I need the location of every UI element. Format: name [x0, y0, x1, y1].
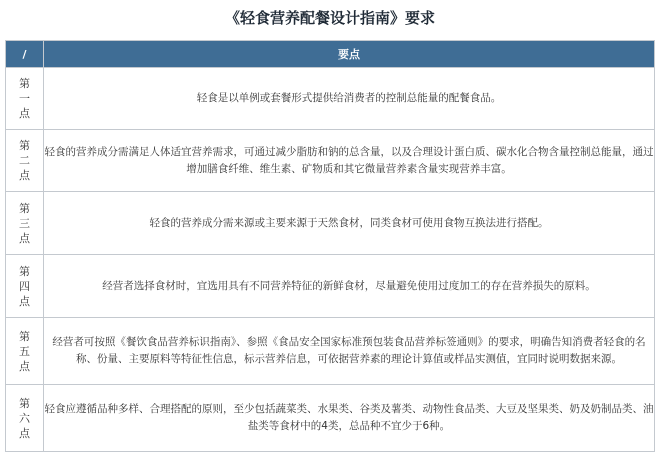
row-number: [6, 192, 44, 255]
row-number: [6, 130, 44, 192]
row-text: 轻食应遵循品种多样、合理搭配的原则，至少包括蔬菜类、水果类、谷类及薯类、动物性食品类、大豆及坚果类、奶及奶制品类、油盐类等食材中的4类，总品种不宜少于6种。: [44, 385, 655, 452]
table-header-row: [6, 41, 655, 68]
row-number-char: 第: [19, 77, 30, 90]
row-number-char: 五: [19, 344, 30, 358]
row-number: [6, 255, 44, 318]
row-text: 轻食是以单例或套餐形式提供给消费者的控制总能量的配餐食品。: [44, 68, 655, 130]
table-row: [6, 192, 655, 255]
row-number-char: 二: [19, 154, 30, 167]
requirements-table: [5, 40, 655, 452]
row-text: 轻食的营养成分需满足人体适宜营养需求，可通过减少脂肪和钠的总含量，以及合理设计蛋白质、碳水化合物含量控制总能量，通过增加膳食纤维、维生素、矿物质和其它微量营养素含量实现营养丰富。: [44, 130, 655, 192]
row-number-char: 三: [19, 216, 30, 230]
row-number-char: 点: [19, 231, 30, 245]
table-row: [6, 255, 655, 318]
table-row: [6, 68, 655, 130]
table-row: [6, 130, 655, 192]
row-number-char: 第: [19, 264, 30, 278]
header-index: /: [6, 41, 44, 68]
row-number-char: 点: [19, 359, 30, 373]
row-number-char: 四: [19, 279, 30, 293]
row-number-char: 六: [19, 411, 30, 425]
page-title: 《轻食营养配餐设计指南》要求: [224, 9, 435, 27]
row-number-char: 第: [19, 329, 30, 343]
row-number-char: 点: [19, 107, 30, 120]
row-number-char: 点: [19, 294, 30, 308]
row-number-char: 第: [19, 139, 30, 152]
table-row: [6, 318, 655, 385]
row-number-char: 点: [19, 426, 30, 440]
row-number: [6, 318, 44, 385]
row-number-char: 一: [19, 92, 30, 105]
row-text: 轻食的营养成分需来源或主要来源于天然食材，同类食材可使用食物互换法进行搭配。: [44, 192, 655, 255]
table-row: [6, 385, 655, 452]
row-number-char: 第: [19, 396, 30, 410]
row-number: [6, 385, 44, 452]
row-number-char: 第: [19, 201, 30, 215]
row-number-char: 点: [19, 169, 30, 182]
row-text: 经营者可按照《餐饮食品营养标识指南》、参照《食品安全国家标准预包装食品营养标签通则》的要求，明确告知消费者轻食的名称、份量、主要原料等特征性信息，标示营养信息，可依据营养素的理论计算值或样品实测值，宜同时说明数据来源。: [44, 318, 655, 385]
row-number: [6, 68, 44, 130]
header-key-points: 要点: [44, 41, 655, 68]
row-text: 经营者选择食材时，宜选用具有不同营养特征的新鲜食材，尽量避免使用过度加工的存在营养损失的原料。: [44, 255, 655, 318]
